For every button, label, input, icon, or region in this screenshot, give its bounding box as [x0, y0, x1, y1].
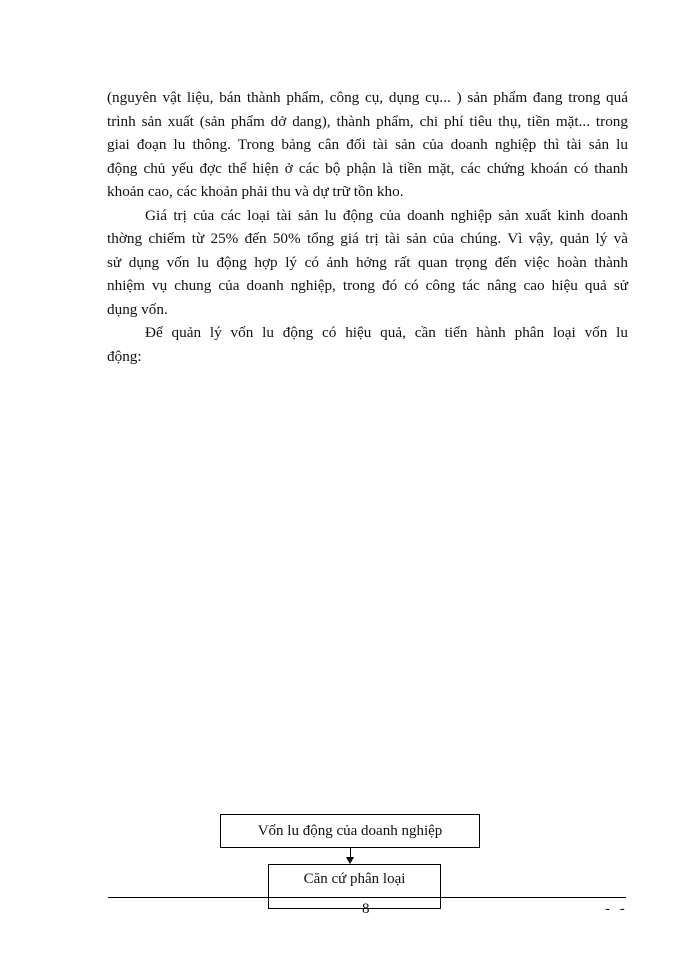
text-line: khoản cao, các khoản phải thu và dự trữ tồn kho.: [107, 183, 404, 200]
diagram-box-classification-basis: [268, 864, 441, 909]
text-line: trình sản xuất (sản phẩm dở dang), thành phẩm, chi phí tiêu thụ, tiền mặt... trong: [107, 112, 628, 130]
diagram-box-working-capital: [220, 814, 480, 848]
text-line: sử dụng vốn lu động hợp lý có ảnh hởng rất quan trọng đến việc hoàn thành: [107, 253, 628, 271]
text-line: nhiệm vụ chung của doanh nghiệp, trong đó có công tác nâng cao hiệu quả sử: [107, 277, 628, 294]
paragraph: [107, 86, 628, 204]
text-line: động:: [107, 347, 142, 365]
diagram-arrow-head: [346, 857, 354, 864]
paragraph: [107, 204, 628, 322]
diagram-box-label: Căn cứ phân loại: [303, 871, 406, 887]
footer-marks: - -: [605, 901, 628, 917]
text-line: động chủ yếu đợc thể hiện ở các bộ phận là tiền mặt, các chứng khoán có thanh: [107, 159, 628, 177]
text-line: dụng vốn.: [107, 300, 168, 318]
footer-rule: [108, 897, 626, 898]
text-line: Để quản lý vốn lu động có hiệu quả, cần tiến hành phân loại vốn lu: [145, 324, 628, 341]
text-line: Giá trị của các loại tài sản lu động của doanh nghiệp sản xuất kinh doanh: [145, 206, 628, 224]
paragraph: [107, 321, 628, 368]
text-line: thờng chiếm từ 25% đến 50% tổng giá trị tài sản của chúng. Vì vậy, quản lý và: [107, 230, 628, 247]
diagram-box-label: Vốn lu động của doanh nghiệp: [257, 822, 443, 839]
text-line: giai đoạn lu thông. Trong bảng cân đối tài sản của doanh nghiệp thì tài sản lu: [107, 136, 628, 153]
body-text: [107, 86, 628, 368]
page-number: 8: [362, 901, 370, 917]
text-line: (nguyên vật liệu, bán thành phẩm, công cụ, dụng cụ... ) sản phẩm đang trong quá: [107, 89, 628, 106]
